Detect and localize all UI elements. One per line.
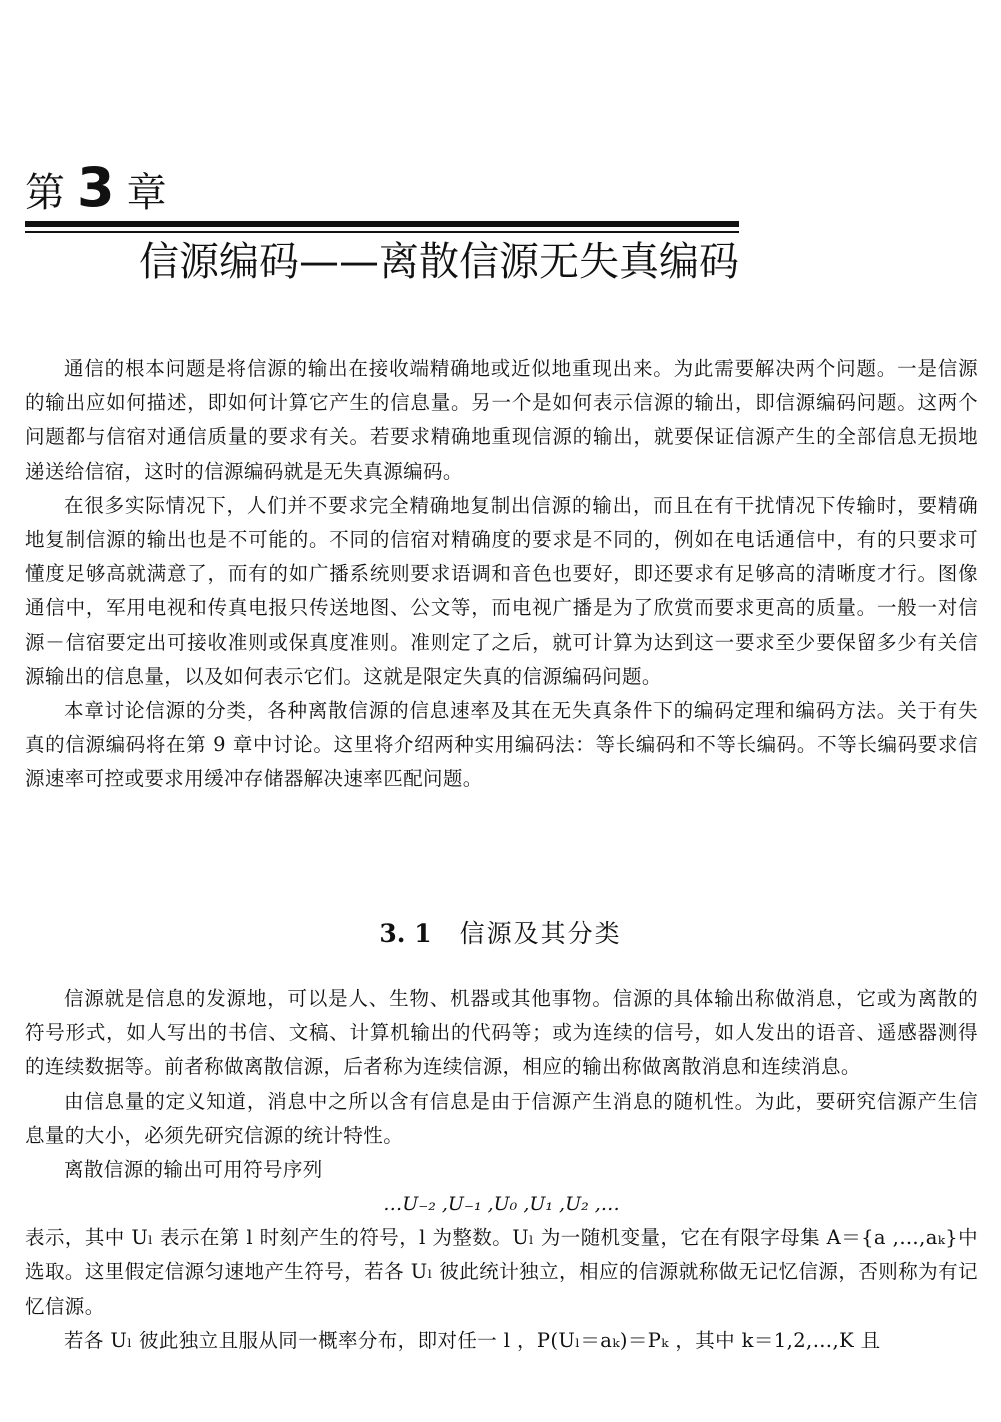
symbol-sequence-equation: …U₋₂ ,U₋₁ ,U₀ ,U₁ ,U₂ ,… xyxy=(383,1193,620,1216)
section-paragraph-3: 离散信源的输出可用符号序列 xyxy=(64,1158,323,1182)
chapter-rule-thick xyxy=(25,221,739,227)
intro-section xyxy=(25,352,978,797)
section-body xyxy=(25,982,978,1358)
chapter-label xyxy=(25,158,739,218)
closing-paragraph-1: 表示，其中 Uₗ 表示在第 l 时刻产生的符号，l 为整数。Uₗ 为一随机变量，它在有限字母集 A＝{a ,…,aₖ}中选取。这里假定信源匀速地产生符号，若各 Uₗ 彼此统计独立，相应的信源就称做无记忆信源，否则称为有记忆信源。 xyxy=(25,1226,978,1318)
section-number: 3. 1 xyxy=(379,919,432,948)
section-title: 信源及其分类 xyxy=(459,919,622,948)
intro-paragraph-1: 通信的根本问题是将信源的输出在接收端精确地或近似地重现出来。为此需要解决两个问题。一是信源的输出应如何描述，即如何计算它产生的信息量。另一个是如何表示信源的输出，即信源编码问题。这两个问题都与信宿对通信质量的要求有关。若要求精确地重现信源的输出，就要保证信源产生的全部信息无损地递送给信宿，这时的信源编码就是无失真源编码。 xyxy=(25,357,978,483)
chapter-suffix: 章 xyxy=(126,170,167,216)
intro-paragraph-2: 在很多实际情况下，人们并不要求完全精确地复制出信源的输出，而且在有干扰情况下传输时，要精确地复制信源的输出也是不可能的。不同的信宿对精确度的要求是不同的，例如在电话通信中，有的只要求可懂度足够高就满意了，而有的如广播系统则要求语调和音色也要好，即还要求有足够高的清晰度才行。图像通信中，军用电视和传真电报只传送地图、公文等，而电视广播是为了欣赏而要求更高的质量。一般一对信源－信宿要定出可接收准则或保真度准则。准则定了之后，就可计算为达到这一要求至少要保留多少有关信源输出的信息量，以及如何表示它们。这就是限定失真的信源编码问题。 xyxy=(25,493,978,688)
closing-paragraph-2: 若各 Uₗ 彼此独立且服从同一概率分布，即对任一 l ，P(Uₗ＝aₖ)＝Pₖ ，其中 k＝1,2,…,K 且 xyxy=(64,1328,881,1352)
chapter-prefix: 第 xyxy=(25,170,65,216)
intro-paragraph-3: 本章讨论信源的分类，各种离散信源的信息速率及其在无失真条件下的编码定理和编码方法。关于有失真的信源编码将在第 9 章中讨论。这里将介绍两种实用编码法：等长编码和不等长编码。不等长编码要求信源速率可控或要求用缓冲存储器解决速率匹配问题。 xyxy=(25,699,978,791)
section-heading xyxy=(0,914,1001,954)
chapter-header xyxy=(25,156,739,285)
chapter-title: 信源编码——离散信源无失真编码 xyxy=(139,239,739,285)
section-paragraph-2: 由信息量的定义知道，消息中之所以含有信息是由于信源产生消息的随机性。为此，要研究信源产生信息量的大小，必须先研究信源的统计特性。 xyxy=(25,1089,978,1147)
section-paragraph-1: 信源就是信息的发源地，可以是人、生物、机器或其他事物。信源的具体输出称做消息，它或为离散的符号形式，如人写出的书信、文稿、计算机输出的代码等；或为连续的信号，如人发出的语音、遥感器测得的连续数据等。前者称做离散信源，后者称为连续信源，相应的输出称做离散消息和连续消息。 xyxy=(25,987,978,1079)
chapter-number: 3 xyxy=(77,156,115,219)
chapter-rule-thin xyxy=(25,231,739,233)
